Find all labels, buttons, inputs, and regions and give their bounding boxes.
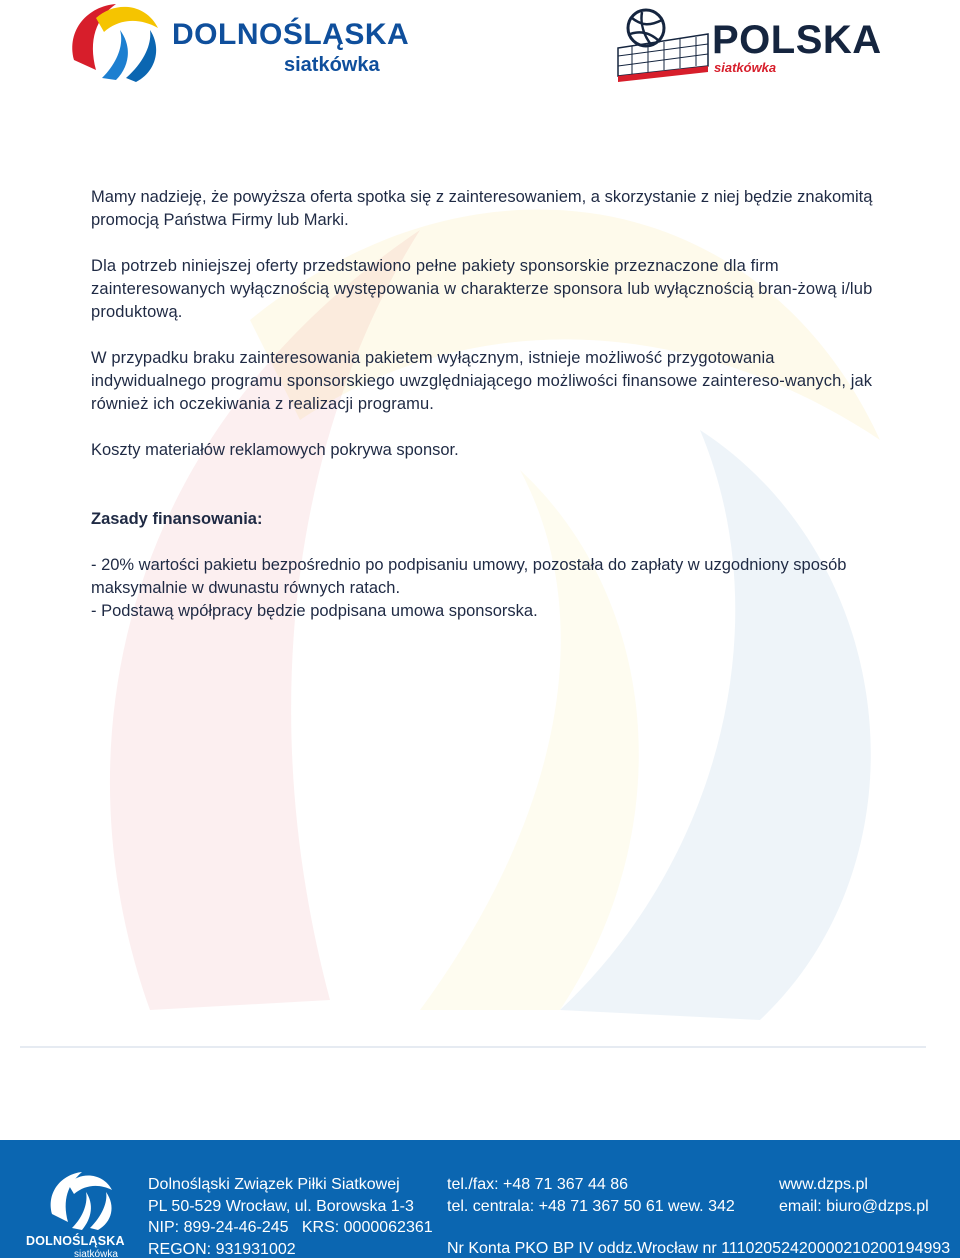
dolnoslaska-logo-title: DOLNOŚLĄSKA — [172, 18, 409, 52]
org-address: PL 50-529 Wrocław, ul. Borowska 1-3 — [148, 1196, 433, 1218]
paragraph-costs: Koszty materiałów reklamowych pokrywa sponsor. — [91, 439, 894, 462]
footer-logo — [22, 1170, 132, 1260]
dolnoslaska-ball-icon — [66, 0, 162, 84]
footer — [0, 1140, 960, 1258]
header — [0, 0, 960, 110]
polska-logo-subtitle: siatkówka — [714, 60, 776, 75]
dolnoslaska-logo-subtitle: siatkówka — [284, 54, 380, 77]
footer-logo-title: DOLNOŚLĄSKA — [26, 1234, 125, 1248]
org-nip-krs: NIP: 899-24-46-245 KRS: 0000062361 — [148, 1217, 433, 1239]
paragraph-individual-program: W przypadku braku zainteresowania pakietem wyłącznym, istnieje możliwość przygotowania indywidualnego programu sponsorskiego uwzględniającego możliwości finansowe zaintereso-wanych, jak również ich oczekiwania z realizacji programu. — [91, 347, 894, 416]
bank-account: Nr Konta PKO BP IV oddz.Wrocław nr 11102052420000210200194993 — [447, 1238, 950, 1260]
paragraph-closing-hope: Mamy nadzieję, że powyższa oferta spotka się z zainteresowaniem, a skorzystanie z niej będzie znakomitą promocją Państwa Firmy lub Marki. — [91, 186, 894, 232]
dolnoslaska-logo — [66, 0, 406, 84]
document-body — [91, 186, 894, 623]
org-regon: REGON: 931931002 — [148, 1239, 433, 1260]
footer-divider — [20, 1046, 926, 1048]
financing-terms-list — [91, 554, 894, 623]
financing-term-item: - Podstawą wpółpracy będzie podpisana umowa sponsorska. — [91, 600, 894, 623]
phone-central[interactable]: tel. centrala: +48 71 367 50 61 wew. 342 — [447, 1196, 735, 1218]
polska-volleyball-net-icon — [612, 4, 712, 84]
financing-heading: Zasady finansowania: — [91, 508, 894, 531]
email-link[interactable]: email: biuro@dzps.pl — [779, 1196, 929, 1218]
footer-web-info — [779, 1174, 929, 1217]
phone-fax[interactable]: tel./fax: +48 71 367 44 86 — [447, 1174, 735, 1196]
website-link[interactable]: www.dzps.pl — [779, 1174, 929, 1196]
footer-logo-subtitle: siatkówka — [74, 1249, 118, 1260]
polska-siatkowka-logo — [612, 4, 902, 84]
paragraph-packages: Dla potrzeb niniejszej oferty przedstawiono pełne pakiety sponsorskie przeznaczone dla firm zainteresowanych wyłącznością występowania w charakterze sponsora lub wyłącznością bran-żową i/lub produktową. — [91, 255, 894, 324]
footer-ball-icon — [46, 1170, 116, 1232]
polska-logo-title: POLSKA — [712, 18, 882, 63]
financing-term-item: - 20% wartości pakietu bezpośrednio po podpisaniu umowy, pozostała do zapłaty w uzgodniony sposób maksymalnie w dwunastu równych ratach. — [91, 554, 894, 600]
footer-organization-info — [148, 1174, 433, 1260]
footer-phone-info — [447, 1174, 735, 1217]
org-name: Dolnośląski Związek Piłki Siatkowej — [148, 1174, 433, 1196]
